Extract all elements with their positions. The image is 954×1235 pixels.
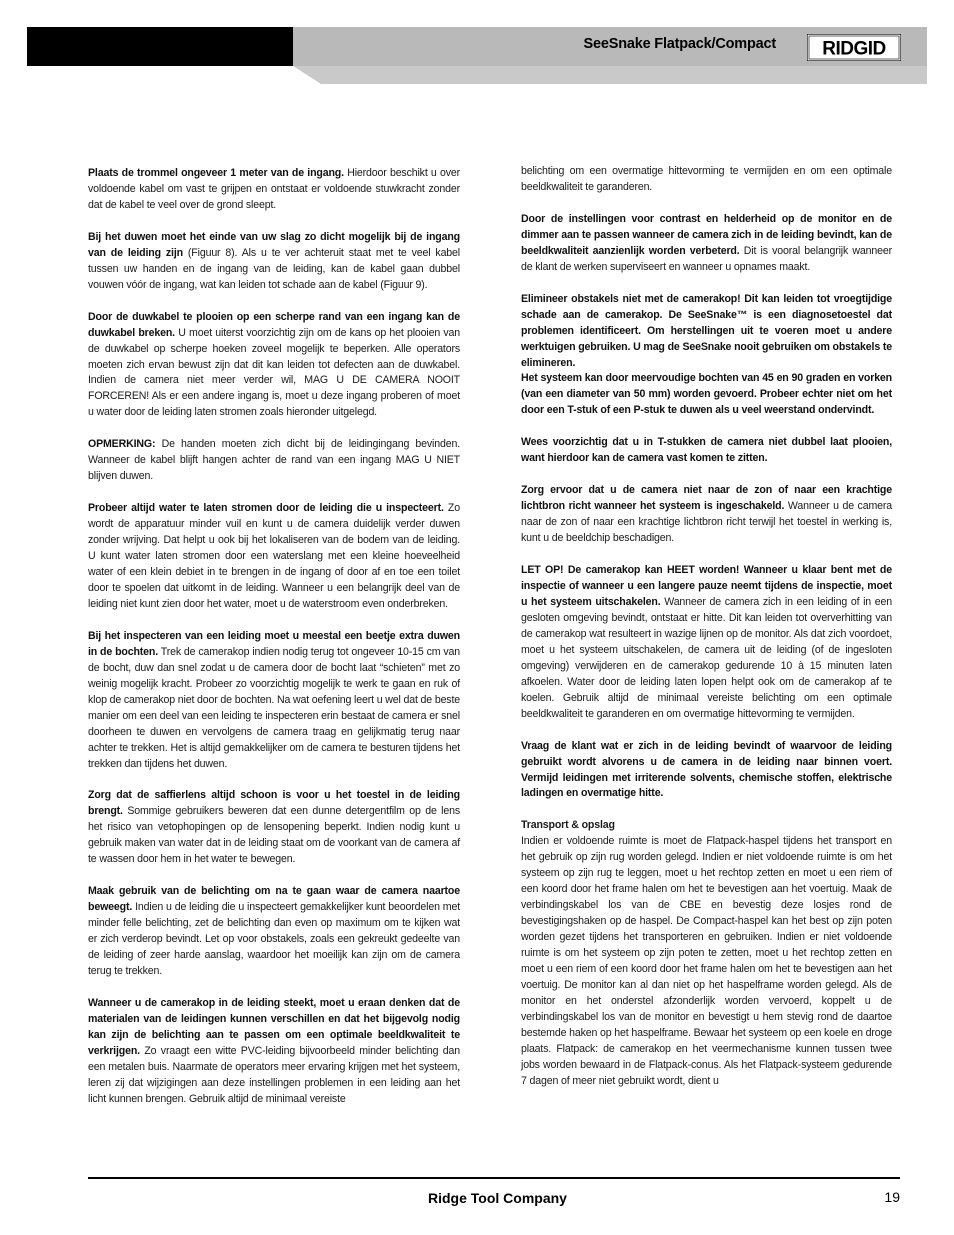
paragraph-lead: Door de duwkabel te plooien op een scherpe rand van een ingang kan de duwkabel breken. [88, 310, 460, 339]
paragraph-text: U moet uiterst voorzichtig zijn om de kans op het plooien van de duwkabel op scherpe hoeken zoveel mogelijk te beperken. Alle operators moeten zich ervan bewust zijn dat dit kan leiden tot defecten aan de duwkabel. Indien de camera niet meer verder wil, MAG U DE CAMERA NOOIT FORCEREN! Als er een andere ingang is, moet u deze ingang proberen of moet u water door de leiding laten stromen zoals hieronder uitgelegd. [88, 326, 460, 419]
paragraph-text: Trek de camerakop indien nodig terug tot ongeveer 10-15 cm van de bocht, duw dan snel zodat u de camera door de bocht laat “schieten” met zo weinig mogelijk kracht. Probeer zo voorzichtig mogelijk te werk te gaan en ruk of klop de camerakop niet door de bochten. Na wat oefening leert u wel dat de beste manier om een deel van een leiding te inspecteren erin bestaat de camera er snel doorheen te duwen en vervolgens de camera traag en gelijkmatig terug naar achter te trekken. Het is altijd gemakkelijker om de camera te besturen tijdens het trekken dan tijdens het duwen. [88, 645, 461, 770]
paragraph-lead: Bij het duwen moet het einde van uw slag zo dicht mogelijk bij de ingang van de leiding zijn [88, 230, 460, 259]
paragraph-text: (Figuur 8). Als u te ver achteruit staat met te veel kabel tussen uw handen en de ingang van de leiding, kan de kabel gaan dubbel vouwen vóór de ingang, wat kan leiden tot schade aan de kabel (Figuur 9). [88, 246, 460, 291]
paragraph-lead: LET OP! De camerakop kan HEET worden! Wanneer u klaar bent met de inspectie of wanneer u een langere pauze neemt tijdens de inspectie, moet u het systeem uitschakelen. [521, 564, 892, 608]
paragraph-lead: Zorg ervoor dat u de camera niet naar de zon of naar een krachtige lichtbron richt wanneer het systeem is ingeschakeld. [521, 484, 892, 513]
paragraph [88, 310, 460, 422]
paragraph [521, 371, 892, 419]
footer-rule [88, 1177, 900, 1179]
paragraph [88, 501, 460, 613]
paragraph-text: Indien er voldoende ruimte is moet de Flatpack-haspel tijdens het transport en het gebruik op zijn rug worden gelegd. Indien er niet voldoende ruimte is om het systeem op zijn rug te leggen, moet u het rechtop zetten en moet u een riem of een koord door het frame halen om het te bevestigen aan het voertuig. Maak de verbindingskabel los van de CBE en bevestig deze losjes rond de bevestigingshaken op de haspel. De Compact-haspel kan het best op zijn poten worden gezet tijdens het transporteren en gebruiken. Indien er niet voldoende ruimte is om het systeem op zijn poten te zetten, moet u het rechtop zetten en moet u een riem of een koord door het frame halen om het te bevestigen aan het voertuig. De monitor kan al dan niet op het haspelframe worden gelegd. Als de monitor en het onderstel afzonderlijk worden vervoerd, koppelt u de verbindingskabel los van de monitor en bevestigt u hem stevig rond de daartoe bestemde haken op het haspelframe. Bewaar het systeem op een koele en droge plaats. Flatpack: de camerakop en het veermechanisme kunnen tussen twee jobs worden bewaard in de Flatpack-conus. Als het Flatpack-systeem gedurende 7 dagen of meer niet gebruikt wordt, dient u [521, 835, 892, 1087]
page-number: 19 [884, 1189, 900, 1205]
paragraph [88, 996, 460, 1108]
paragraph-text: De handen moeten zich dicht bij de leidingingang bevinden. Wanneer de kabel blijft hangen achter de rand van een ingang MAG U NIET blijven duwen. [88, 438, 460, 483]
paragraph-text: Hierdoor beschikt u over voldoende kabel om vast te grijpen en ontstaat er voldoende stuwkracht zonder dat de kabel te veel over de grond sleept. [88, 167, 460, 211]
paragraph-text: Zo wordt de apparatuur minder vuil en kunt u de camera duidelijk verder duwen zonder wrijving. Dat helpt u ook bij het lokaliseren van de bodem van de leiding. U kunt water laten stromen door een waterslang met een kleine hoeveelheid water of een klein debiet in te brengen in de ingang of door af en toe een toilet door te spoelen dat uitkomt in de leiding. Wanneer u een belangrijk deel van de leiding niet kunt zien door het water, moet u de waterstroom even onderbreken. [88, 502, 460, 610]
paragraph [521, 164, 892, 196]
paragraph [88, 788, 460, 868]
paragraph-lead: Wanneer u de camerakop in de leiding steekt, moet u eraan denken dat de materialen van de leidingen kunnen verschillen en dat het bijgevolg nodig kan zijn de belichting aan te passen om een optimale beeldkwaliteit te verkrijgen. [88, 996, 460, 1057]
paragraph [88, 629, 460, 773]
paragraph-text: Zo vraagt een witte PVC-leiding bijvoorbeeld minder belichting dan een metalen buis. Naarmate de operators meer ervaring krijgen met het systeem, leren zij dat wijzigingen aan deze instellingen problemen in een leiding aan het licht kunnen brengen. Gebruik altijd de minimaal vereiste [88, 1044, 460, 1105]
paragraph-text: Wanneer de camera zich in een leiding of in een gesloten omgeving bevindt, ontstaat er hitte. Dit kan leiden tot oververhitting van de camerakop wat resulteert in wazige lijnen op de monitor. Als dat zich voordoet, moet u het systeem uitschakelen, de camera uit de leiding (of de ingesloten omgeving) verwijderen en de camerakop gedurende 10 à 15 minuten laten afkoelen. Water door de leiding laten lopen helpt ook om de camerakop af te koelen. Gebruik altijd de minimaal vereiste belichting om een optimale beeldkwaliteit te garanderen en om overmatige hittevorming te vermijden. [521, 595, 892, 720]
header-accent-strip [293, 66, 927, 84]
paragraph-text: belichting om een overmatige hittevorming te vermijden en om een optimale beeldkwaliteit te garanderen. [521, 165, 892, 193]
right-text-column [521, 164, 892, 1090]
paragraph [521, 483, 892, 547]
paragraph-lead: Probeer altijd water te laten stromen door de leiding die u inspecteert. [88, 502, 444, 515]
paragraph-lead: Door de instellingen voor contrast en helderheid op de monitor en de dimmer aan te passen wanneer de camera zich in de leiding bevindt, kan de beeldkwaliteit aanzienlijk worden verbeterd. [521, 212, 892, 257]
paragraph-lead: Vraag de klant wat er zich in de leiding bevindt of waarvoor de leiding gebruikt wordt alvorens u de camera in de leiding naar binnen voert. Vermijd leidingen met irriterende solvents, chemische stoffen, elektrische ladingen en overmatige hitte. [521, 739, 892, 800]
paragraph [521, 212, 892, 276]
paragraph-text: Sommige gebruikers beweren dat een dunne detergentfilm op de lens het risico van vetophopingen op de lensopening beperkt. Indien nodig kunt u gebruik maken van water dat in de leiding staat om de voorkant van de camera af te wassen door hem in het water te bewegen. [88, 805, 460, 866]
paragraph [88, 437, 460, 485]
paragraph [88, 884, 460, 980]
page-header-title: SeeSnake Flatpack/Compact [583, 36, 776, 52]
paragraph [521, 739, 892, 803]
paragraph-lead: Plaats de trommel ongeveer 1 meter van de ingang. [88, 167, 344, 179]
paragraph-lead: Wees voorzichtig dat u in T-stukken de camera niet dubbel laat plooien, want hierdoor kan de camera vast komen te zitten. [521, 436, 892, 465]
paragraph-text: Dit is vooral belangrijk wanneer de klant de werken superviseert en wanneer u opnames maakt. [521, 244, 892, 273]
paragraph-lead: Zorg dat de saffierlens altijd schoon is voor u het toestel in de leiding brengt. [88, 789, 460, 818]
ridgid-logo-text: RIDGID [822, 38, 886, 60]
paragraph-lead: Maak gebruik van de belichting om na te gaan waar de camera naartoe beweegt. [88, 885, 460, 914]
paragraph-lead: OPMERKING: [88, 438, 156, 451]
footer-company: Ridge Tool Company [428, 1190, 567, 1206]
left-text-column [88, 166, 460, 1108]
paragraph-lead: Elimineer obstakels niet met de camerakop! Dit kan leiden tot vroegtijdige schade aan de camerakop. De SeeSnake™ is een diagnosetoestel dat problemen identificeert. Om herstellingen uit te voeren moet u andere werktuigen gebruiken. U mag de SeeSnake nooit gebruiken om obstakels te elimineren. [521, 292, 892, 369]
paragraph-text: Wanneer u de camera naar de zon of naar een krachtige lichtbron richt terwijl het toestel in werking is, kunt u de beeldchip beschadigen. [521, 500, 892, 545]
ridgid-logo [807, 34, 901, 61]
paragraph [521, 563, 892, 723]
paragraph [521, 292, 892, 372]
section-heading: Transport & opslag [521, 819, 615, 832]
paragraph [521, 818, 892, 1089]
header-black-bar [27, 27, 293, 66]
paragraph [521, 435, 892, 467]
paragraph-text: Indien u de leiding die u inspecteert gemakkelijker kunt beoordelen met minder felle belichting, zet de belichting dan even op maximum om te kijken wat er zich verderop bevindt. Let op voor obstakels, zoals een gekreukt gedeelte van de leiding of zeer harde aanslag, waardoor het moeilijk kan zijn om de camera terug te trekken. [88, 901, 460, 977]
paragraph [88, 166, 460, 214]
paragraph-lead: Het systeem kan door meervoudige bochten van 45 en 90 graden en vorken (van een diameter van 50 mm) worden gevoerd. Probeer echter niet om het door een T-stuk of een P-stuk te duwen als u veel weerstand ondervindt. [521, 372, 892, 417]
paragraph-lead: Bij het inspecteren van een leiding moet u meestal een beetje extra duwen in de bochten. [88, 629, 460, 658]
paragraph [88, 230, 460, 294]
